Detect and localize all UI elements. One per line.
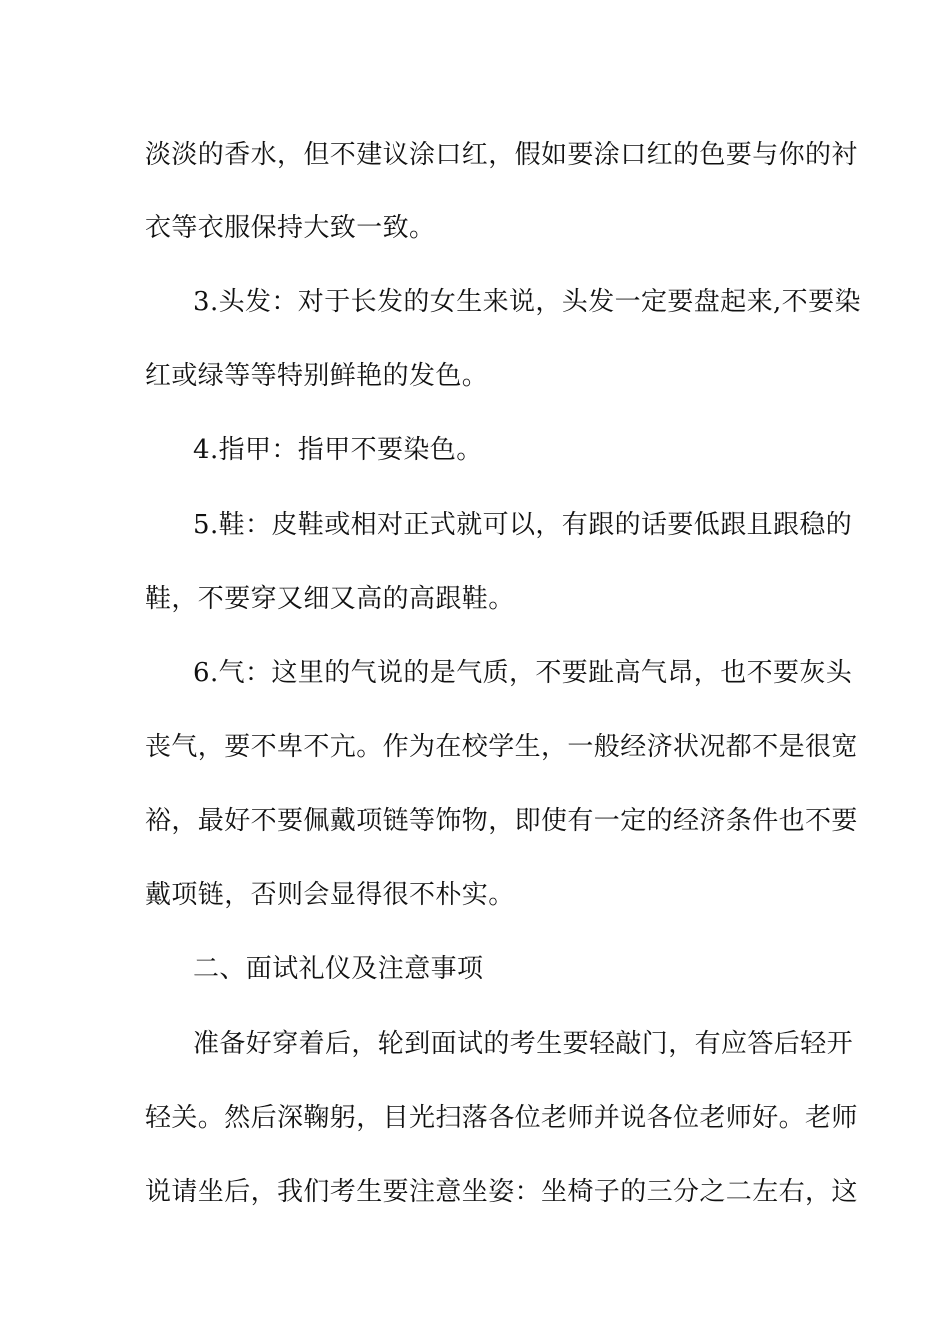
text-line: 丧气，要不卑不亢。作为在校学生，一般经济状况都不是很宽 bbox=[145, 732, 858, 762]
text-line: 戴项链，否则会显得很不朴实。 bbox=[145, 880, 515, 910]
paragraph-start: 准备好穿着后，轮到面试的考生要轻敲门，有应答后轻开 bbox=[193, 1029, 854, 1059]
text-line: 红或绿等等特别鲜艳的发色。 bbox=[145, 361, 489, 391]
section-heading: 二、面试礼仪及注意事项 bbox=[193, 954, 484, 984]
text-line: 淡淡的香水，但不建议涂口红，假如要涂口红的色要与你的衬 bbox=[145, 140, 858, 170]
list-item-nails: 4.指甲：指甲不要染色。 bbox=[193, 435, 483, 465]
list-item-hair: 3.头发：对于长发的女生来说，头发一定要盘起来,不要染 bbox=[193, 287, 861, 317]
list-item-temperament: 6.气：这里的气说的是气质，不要趾高气昂，也不要灰头 bbox=[193, 658, 853, 688]
text-line: 说请坐后，我们考生要注意坐姿：坐椅子的三分之二左右，这 bbox=[145, 1177, 858, 1207]
text-line: 裕，最好不要佩戴项链等饰物，即使有一定的经济条件也不要 bbox=[145, 806, 858, 836]
text-line: 衣等衣服保持大致一致。 bbox=[145, 213, 436, 243]
list-item-shoes: 5.鞋：皮鞋或相对正式就可以，有跟的话要低跟且跟稳的 bbox=[193, 510, 853, 540]
text-line: 鞋，不要穿又细又高的高跟鞋。 bbox=[145, 584, 515, 614]
text-line: 轻关。然后深鞠躬，目光扫落各位老师并说各位老师好。老师 bbox=[145, 1103, 858, 1133]
